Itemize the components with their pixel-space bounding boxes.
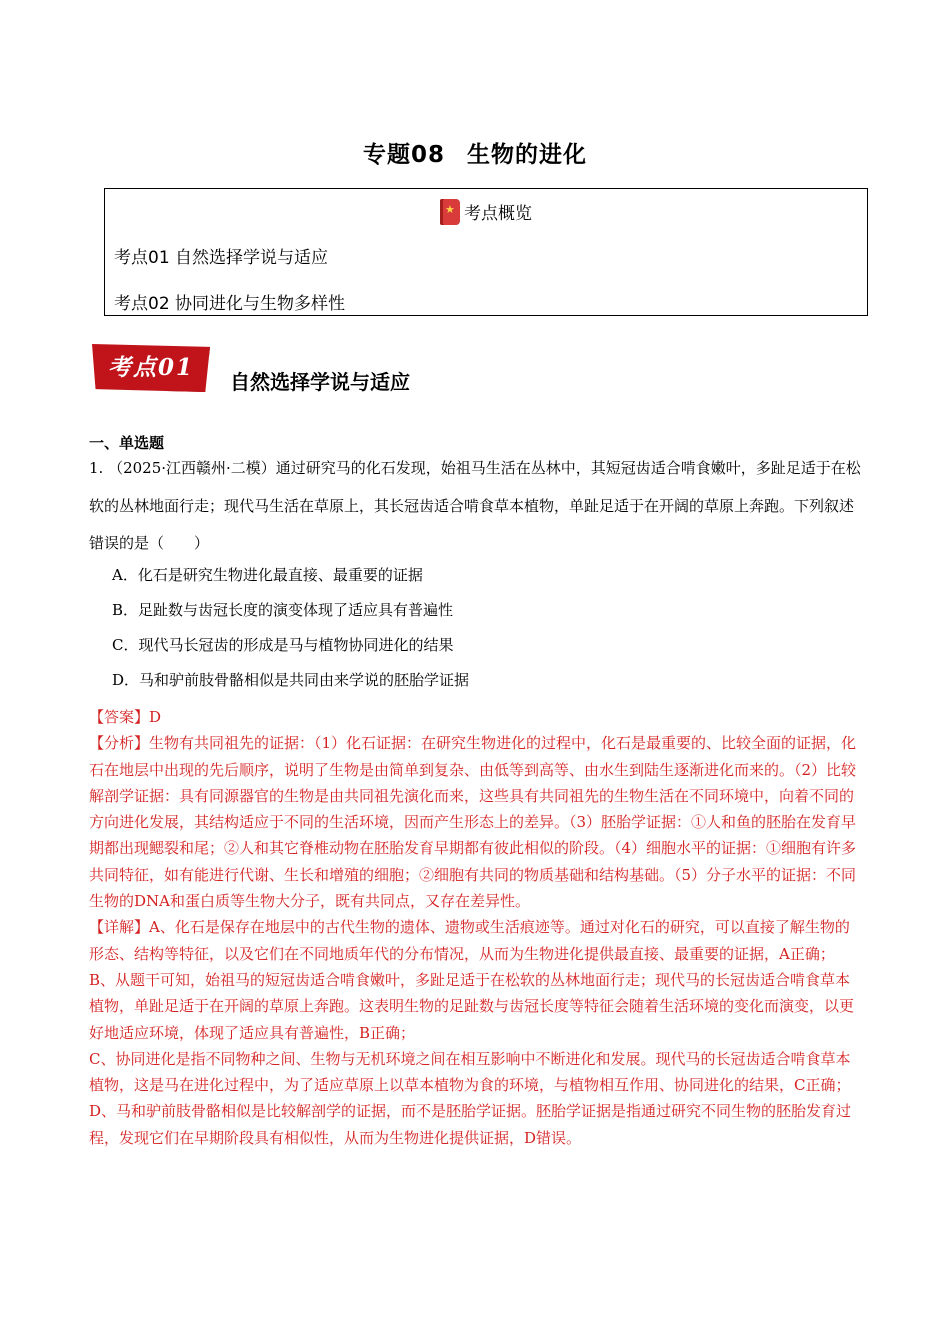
title-topic: 生物的进化: [467, 142, 587, 168]
page-title: [0, 136, 950, 169]
question-type-heading: 一、单选题: [89, 434, 165, 452]
section-title: 自然选择学说与适应: [230, 370, 410, 394]
section-badge-label: 考点01: [107, 354, 194, 381]
option-d: D．马和驴前肢骨骼相似是共同由来学说的胚胎学证据: [112, 671, 470, 689]
answer-block: [89, 704, 864, 1151]
title-number: 专题08: [362, 142, 445, 168]
analysis: 【分析】生物有共同祖先的证据：（1）化石证据：在研究生物进化的过程中，化石是最重要的、比较全面的证据，化石在地层中出现的先后顺序，说明了生物是由简单到复杂、由低等到高等、由水生到陆生逐渐进化而来的。（2）比较解剖学证据：具有同源器官的生物是由共同祖先演化而来，这些具有共同祖先的生物生活在不同环境中，向着不同的方向进化发展，其结构适应于不同的生活环境，因而产生形态上的差异。（3）胚胎学证据：①人和鱼的胚胎在发育早期都出现鳃裂和尾；②人和其它脊椎动物在胚胎发育早期都有彼此相似的阶段。（4）细胞水平的证据：①细胞有许多共同特征，如有能进行代谢、生长和增殖的细胞；②细胞有共同的物质基础和结构基础。（5）分子水平的证据：不同生物的DNA和蛋白质等生物大分子，既有共同点，又存在差异性。: [89, 734, 857, 911]
detail-c: C、协同进化是指不同物种之间、生物与无机环境之间在相互影响中不断进化和发展。现代马的长冠齿适合啃食草本植物，这是马在进化过程中，为了适应草原上以草本植物为食的环境，与植物相互作用、协同进化的结果，C正确；: [89, 1049, 851, 1095]
question-stem: 1. （2025·江西赣州·二模）通过研究马的化石发现，始祖马生活在丛林中，其短冠齿适合啃食嫩叶，多趾足适于在松软的丛林地面行走；现代马生活在草原上，其长冠齿适合啃食草本植物，单趾足适于在开阔的草原上奔跑。下列叙述错误的是（ ）: [89, 459, 861, 552]
overview-heading-label: 考点概览: [464, 204, 532, 224]
overview-item-1[interactable]: 考点01 自然选择学说与适应: [114, 248, 329, 268]
option-b: B．足趾数与齿冠长度的演变体现了适应具有普遍性: [112, 601, 454, 619]
option-a: A．化石是研究生物进化最直接、最重要的证据: [112, 566, 423, 584]
option-c: C．现代马长冠齿的形成是马与植物协同进化的结果: [112, 636, 454, 654]
answer: 【答案】D: [89, 708, 162, 726]
overview-box: [104, 188, 868, 316]
overview-item-2[interactable]: 考点02 协同进化与生物多样性: [114, 294, 346, 314]
detail-d: D、马和驴前肢骨骼相似是比较解剖学的证据，而不是胚胎学证据。胚胎学证据是指通过研究不同生物的胚胎发育过程，发现它们在早期阶段具有相似性，从而为生物进化提供证据，D错误。: [89, 1102, 852, 1147]
detail-a: 【详解】A、化石是保存在地层中的古代生物的遗体、遗物或生活痕迹等。通过对化石的研究，可以直接了解生物的形态、结构等特征，以及它们在不同地质年代的分布情况，从而为生物进化提供最直接、最重要的证据，A正确；: [89, 918, 850, 963]
overview-heading: [105, 199, 867, 228]
detail-b: B、从题干可知，始祖马的短冠齿适合啃食嫩叶，多趾足适于在松软的丛林地面行走；现代马的长冠齿适合啃食草本植物，单趾足适于在开阔的草原上奔跑。这表明生物的足趾数与齿冠长度等特征会随着生活环境的变化而演变，以更好地适应环境，体现了适应具有普遍性，B正确；: [89, 970, 855, 1042]
book-icon: [440, 199, 460, 225]
